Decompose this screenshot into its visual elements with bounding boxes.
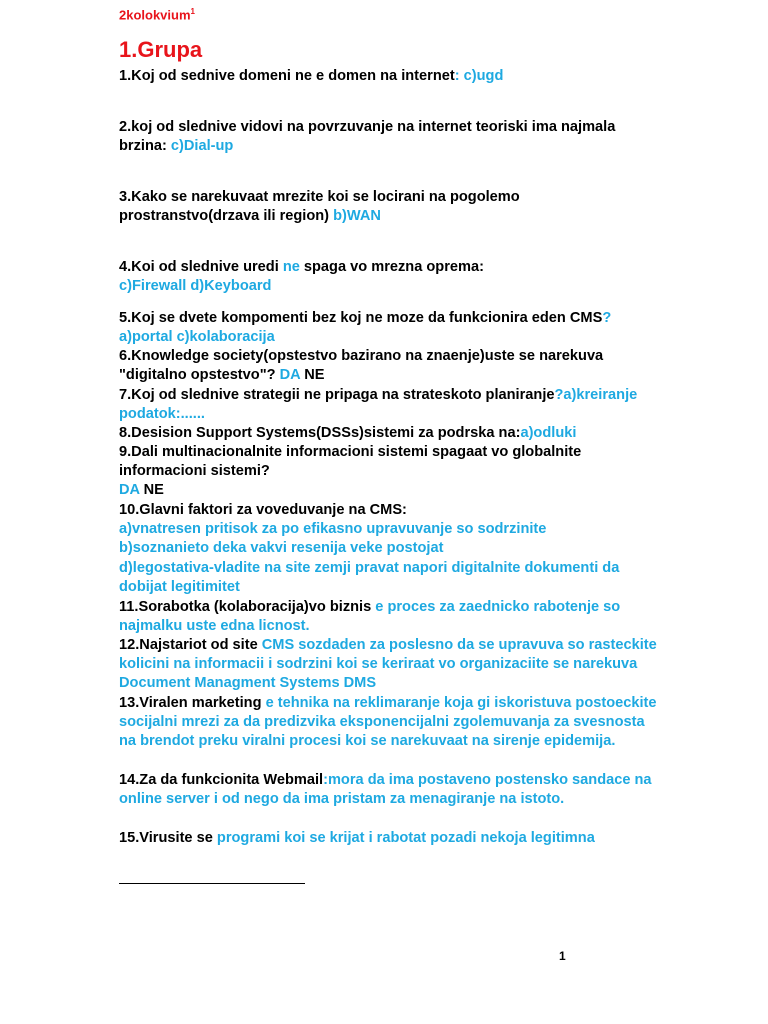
question-text-tail: spaga vo mrezna oprema: [299, 259, 484, 275]
header-label [119, 7, 195, 22]
question-text: 2.koj od slednive vidovi na povrzuvanje na internet teoriski ima najmala brzina: [119, 119, 616, 155]
question-text: 6.Knowledge society(opstestvo bazirano na znaenje)uste se narekuva "digitalno opstestvo"? [119, 348, 604, 384]
answer-item: b)soznanieto deka vakvi resenija veke postojat [119, 540, 444, 557]
question-3 [119, 188, 659, 226]
question-text: 9.Dali multinacionalnite informacioni sistemi spagaat vo globalnite informacioni sistemi? [119, 444, 582, 480]
negation-word: ne [282, 259, 300, 275]
question-10 [119, 501, 659, 597]
answer-text: ?a)portal c)kolaboracija [119, 310, 612, 346]
question-9 [119, 443, 659, 501]
answer-text: b)WAN [333, 208, 381, 225]
answer-text: c)Firewall d)Keyboard [119, 278, 272, 295]
question-text: 11.Sorabotka (kolaboracija)vo biznis [119, 599, 376, 615]
question-text: 7.Koj od slednive strategii ne pripaga na strateskoto planiranje [119, 387, 555, 403]
footnote-mark: 1 [190, 7, 195, 16]
question-text: 12.Najstariot od site [119, 637, 262, 653]
page-title: 1.Grupa [119, 37, 203, 62]
question-text: 8.Desision Support Systems(DSSs)sistemi za podrska na: [119, 425, 521, 441]
question-text: 10.Glavni faktori za voveduvanje na CMS: [119, 502, 407, 518]
answer-item: a)vnatresen pritisok za po efikasno upravuvanje so sodrzinite [119, 521, 547, 538]
question-text: 14.Za da funkcionita Webmail [119, 772, 324, 788]
answer-text: programi koi se krijat i rabotat pozadi nekoja legitimna [216, 830, 595, 846]
question-text: 1.Koj od sednive domeni ne e domen na internet [119, 68, 455, 84]
question-7 [119, 386, 659, 424]
answer-item: d)legostativa-vladite na site zemji pravat napori digitalnite dokumenti da dobijat legitimitet [119, 559, 620, 595]
header-text: 2kolokvium [119, 7, 191, 23]
answer-text: c)Dial-up [170, 138, 234, 155]
answer-text: ?a)kreiranje podatok:...... [119, 387, 638, 423]
question-text: 15.Virusite se [119, 830, 217, 846]
answer-text: DA [119, 482, 140, 499]
answer-alt: NE [300, 367, 325, 384]
question-4 [119, 258, 659, 296]
answer-alt: NE [139, 482, 164, 499]
question-1 [119, 67, 659, 86]
question-text: 3.Kako se narekuvaat mrezite koi se locirani na pogolemo prostranstvo(drzava ili region) [119, 189, 520, 225]
answer-text: CMS sozdaden za poslesno da se upravuva so rasteckite kolicini na informacii i sodrzini koi se keriraat vo organizaciite se narekuva Document Managment Systems DMS [119, 637, 657, 692]
question-11 [119, 598, 659, 636]
answer-text: DA [279, 367, 301, 384]
answer-text: : c)ugd [454, 68, 504, 84]
question-14 [119, 771, 659, 809]
question-8 [119, 424, 659, 443]
question-13 [119, 694, 659, 752]
question-text: 5.Koj se dvete kompomenti bez koj ne moze da funkcionira eden CMS [119, 310, 603, 326]
question-12 [119, 636, 659, 694]
question-text: 13.Viralen marketing [119, 695, 266, 711]
question-6 [119, 347, 659, 385]
answer-text: a)odluki [520, 425, 577, 441]
question-text: 4.Koi od slednive uredi [119, 259, 283, 275]
footnote-rule [119, 883, 305, 884]
question-15 [119, 829, 659, 848]
question-2 [119, 118, 659, 156]
answer-text: :mora da ima postaveno postensko sandace na online server i od nego da ima pristam za menagiranje na istoto. [119, 772, 652, 808]
question-5 [119, 309, 659, 347]
answer-text: e tehnika na reklimaranje koja gi iskoristuva postoeckite socijalni mrezi za da predizvika eksponencijalni zgolemuvanja za svesnosta na brendot preku viralni procesi koi se narekuvaat na sirenje epidemija. [119, 695, 657, 750]
page-number: 1 [559, 949, 566, 963]
answer-text: e proces za zaednicko rabotenje so najmalku uste edna licnost. [119, 599, 621, 635]
